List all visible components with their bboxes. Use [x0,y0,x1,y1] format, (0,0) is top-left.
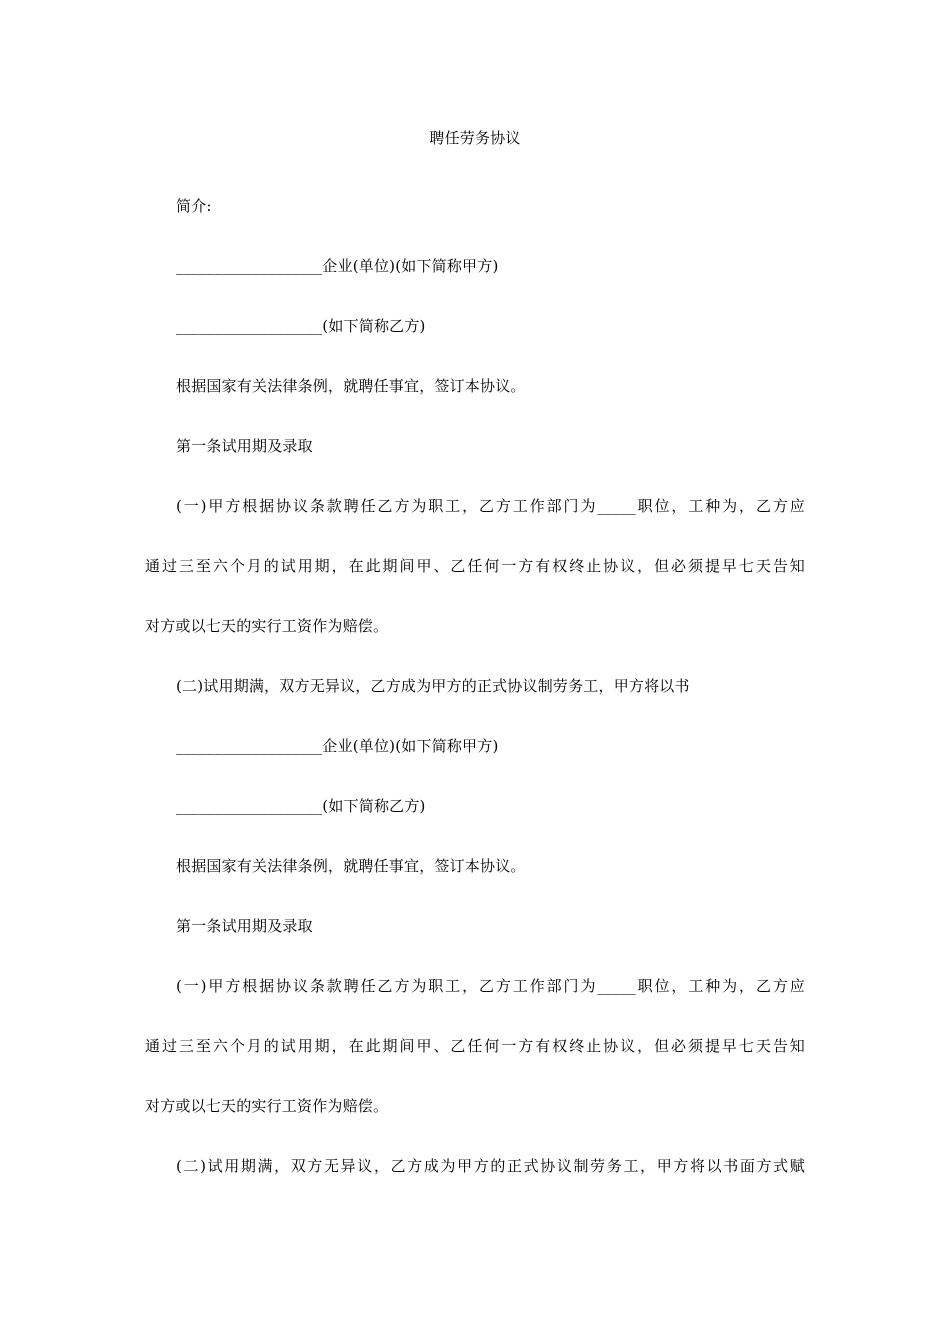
party-a-line: ___________________企业(单位)(如下简称甲方) [176,737,499,755]
clause-one-line-1: (一)甲方根据协议条款聘任乙方为职工，乙方工作部门为_____职位，工种为，乙方应 [176,497,805,515]
party-b-line: ___________________(如下简称乙方) [176,317,426,335]
clause-one-line-2: 通过三至六个月的试用期，在此期间甲、乙任何一方有权终止协议，但必须提早七天告知 [145,557,805,575]
intro-heading: 简介: [176,197,212,215]
article-heading: 第一条试用期及录取 [176,917,313,935]
clause-one-line-1: (一)甲方根据协议条款聘任乙方为职工，乙方工作部门为_____职位，工种为，乙方应 [176,977,805,995]
party-b-line: ___________________(如下简称乙方) [176,797,426,815]
preamble-paragraph: 根据国家有关法律条例，就聘任事宜，签订本协议。 [176,857,526,875]
preamble-paragraph: 根据国家有关法律条例，就聘任事宜，签订本协议。 [176,377,526,395]
clause-one-line-3: 对方或以七天的实行工资作为赔偿。 [145,617,389,635]
article-heading: 第一条试用期及录取 [176,437,313,455]
document-title: 聘任劳务协议 [429,129,521,147]
party-a-line: ___________________企业(单位)(如下简称甲方) [176,257,499,275]
clause-one-line-2: 通过三至六个月的试用期，在此期间甲、乙任何一方有权终止协议，但必须提早七天告知 [145,1037,805,1055]
clause-one-line-3: 对方或以七天的实行工资作为赔偿。 [145,1097,389,1115]
clause-two-line: (二)试用期满，双方无异议，乙方成为甲方的正式协议制劳务工，甲方将以书面方式赋 [176,1157,805,1175]
clause-two-line: (二)试用期满，双方无异议，乙方成为甲方的正式协议制劳务工，甲方将以书 [176,677,690,695]
